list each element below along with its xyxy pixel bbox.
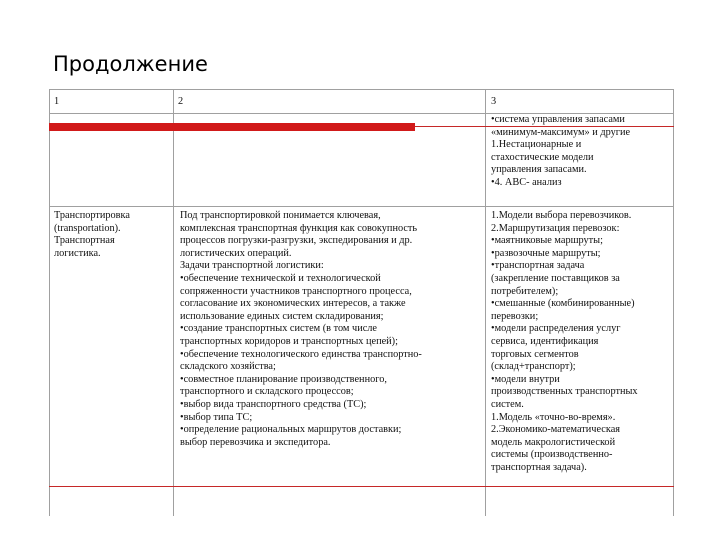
cell-line: согласование их экономических интересов, а также <box>180 298 406 310</box>
cell-line: транспортных коридоров и транспортных цепей); <box>180 335 398 347</box>
cell-line: транспортная задача). <box>491 461 587 473</box>
cell-line: •выбор типа ТС; <box>180 411 253 423</box>
table-right-border <box>673 89 674 516</box>
cell-line: •выбор вида транспортного средства (ТС); <box>180 398 367 410</box>
col2-right-border <box>485 89 486 516</box>
cell-line: •определение рациональных маршрутов доставки; <box>180 424 402 436</box>
cell-line: логистика. <box>54 247 101 259</box>
table-top-border <box>49 89 674 90</box>
cell-line: •совместное планирование производственного, <box>180 373 387 385</box>
header-cell-2: 2 <box>178 96 184 107</box>
cell-line: перевозки; <box>491 310 539 322</box>
cell-line: •обеспечение технологического единства транспортно- <box>180 348 422 360</box>
cell-line: 1.Модели выбора перевозчиков. <box>491 210 632 221</box>
cell-line: стахостические модели <box>491 151 594 163</box>
cell-line: (transportation). <box>54 222 121 234</box>
cell-line: производственных транспортных <box>491 386 638 398</box>
cell-line: управления запасами. <box>491 164 587 176</box>
header-cell-3: 3 <box>491 96 497 107</box>
cell-line: выбор перевозчика и экспедитора. <box>180 436 331 448</box>
cell-line: 1.Нестационарные и <box>491 139 582 151</box>
cell-line: логистических операций. <box>180 247 292 259</box>
cell-line: •транспортная задача <box>491 260 585 272</box>
cell-line: складского хозяйства; <box>180 361 276 373</box>
cell-line: 2.Экономико-математическая <box>491 424 621 436</box>
slide-title: Продолжение <box>53 52 208 76</box>
cell-line: процессов погрузки-разгрузки, экспедирования и др. <box>180 235 413 247</box>
cell-line: Задачи транспортной логистики: <box>180 260 324 272</box>
cell-line: 2.Маршрутизация перевозок: <box>491 222 620 234</box>
row2-col2-cell <box>180 210 422 449</box>
cell-line: •обеспечение технической и технологической <box>180 272 381 284</box>
cell-line: •создание транспортных систем (в том числе <box>180 323 377 335</box>
cell-line: использование единых систем складирования; <box>180 310 384 322</box>
cell-line: потребителем); <box>491 285 559 297</box>
col1-right-border <box>173 89 174 516</box>
cell-line: •4. АВС- анализ <box>491 176 562 188</box>
cell-line: торговых сегментов <box>491 348 579 360</box>
table-left-border <box>49 89 50 516</box>
row1-col3-cell <box>491 114 630 190</box>
cell-line: сопряженности участников транспортного процесса, <box>180 285 412 297</box>
cell-line: Под транспортировкой понимается ключевая, <box>180 210 381 221</box>
cell-line: модель макрологистической <box>491 436 616 448</box>
red-rule-bottom <box>49 486 674 487</box>
cell-line: (склад+транспорт); <box>491 361 576 373</box>
cell-line: •модели внутри <box>491 373 560 385</box>
cell-line: •маятниковые маршруты; <box>491 235 603 247</box>
cell-line: «минимум-максимум» и другие <box>491 126 631 138</box>
cell-line: •смешанные (комбинированные) <box>491 298 635 310</box>
row2-col3-cell <box>491 210 638 474</box>
cell-line: Транспортная <box>54 235 115 247</box>
cell-line: •система управления запасами <box>491 114 625 125</box>
cell-line: системы (производственно- <box>491 449 613 461</box>
row1-bottom-border <box>49 206 674 207</box>
cell-line: систем. <box>491 398 524 410</box>
cell-line: •модели распределения услуг <box>491 323 621 335</box>
red-decor-bar <box>49 123 415 131</box>
cell-line: комплексная транспортная функция как совокупность <box>180 222 418 234</box>
cell-line: сервиса, идентификация <box>491 335 599 347</box>
row2-col1-cell <box>54 210 130 260</box>
cell-line: (закрепление поставщиков за <box>491 272 620 284</box>
cell-line: 1.Модель «точно-во-время». <box>491 411 616 423</box>
header-cell-1: 1 <box>54 96 60 107</box>
cell-line: транспортного и складского процессов; <box>180 386 354 398</box>
cell-line: •развозочные маршруты; <box>491 247 601 259</box>
cell-line: Транспортировка <box>54 210 130 221</box>
